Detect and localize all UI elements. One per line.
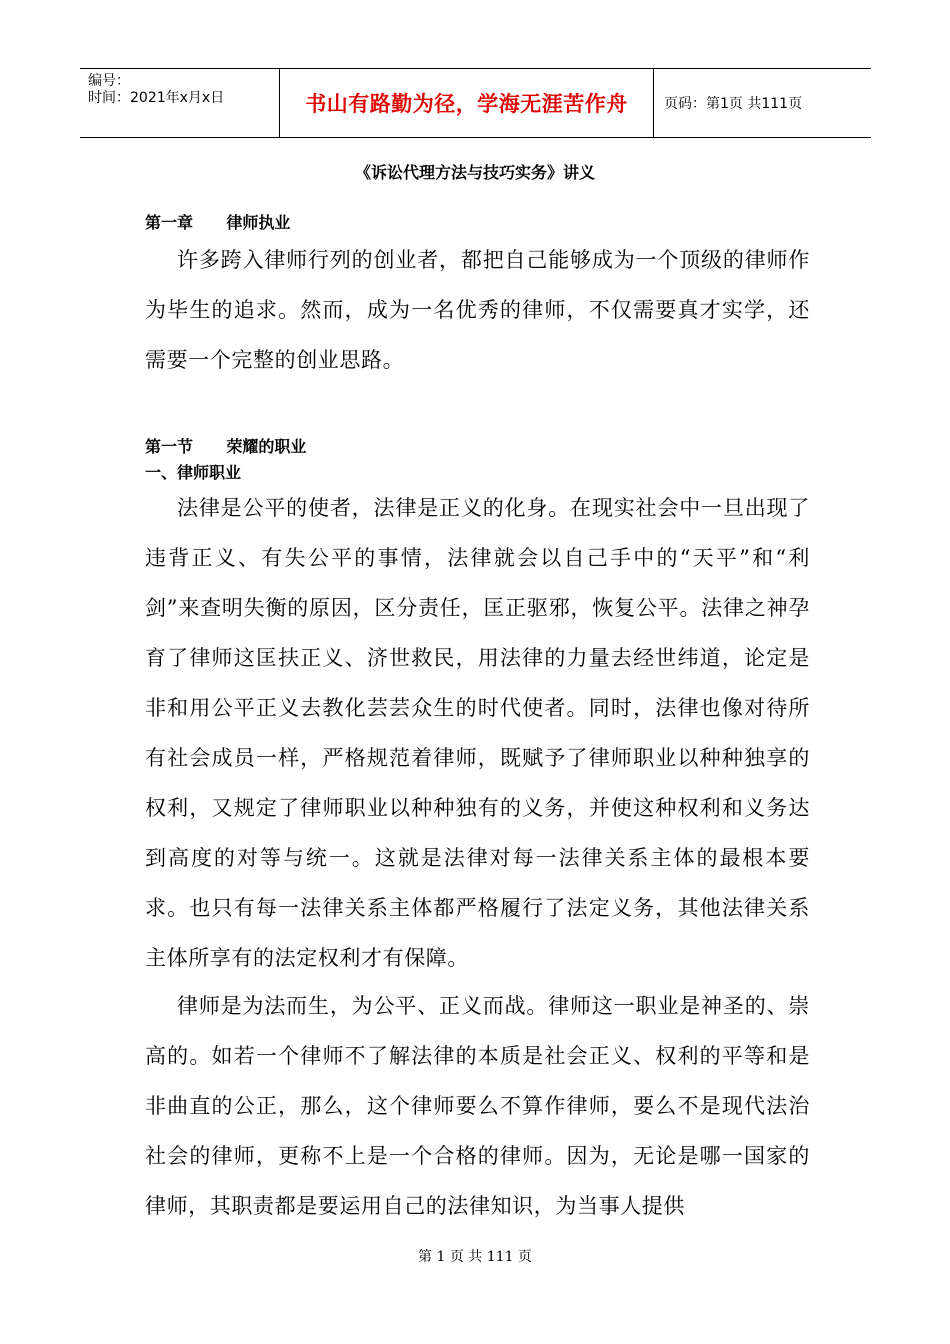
intro-paragraph: 许多跨入律师行列的创业者，都把自己能够成为一个顶级的律师作为毕生的追求。然而，成为一名优秀的律师，不仅需要真才实学，还需要一个完整的创业思路。	[145, 248, 810, 372]
chapter-heading: 第一章 律师执业	[145, 213, 291, 232]
header-page-cell	[654, 69, 871, 137]
number-label: 编号：	[88, 73, 130, 89]
section-heading: 第一节 荣耀的职业	[145, 437, 307, 456]
subsection-heading: 一、律师职业	[145, 463, 242, 482]
body-paragraph-2: 律师是为法而生，为公平、正义而战。律师这一职业是神圣的、崇高的。如若一个律师不了解法律的本质是社会正义、权利的平等和是非曲直的公正，那么，这个律师要么不算作律师，要么不是现代法治社会的律师，更称不上是一个合格的律师。因为，无论是哪一国家的律师，其职责都是要运用自己的法律知识，为当事人提供	[145, 994, 810, 1218]
document-header	[80, 68, 871, 138]
body-paragraph-1: 法律是公平的使者，法律是正义的化身。在现实社会中一旦出现了违背正义、有失公平的事情，法律就会以自己手中的“天平”和“利剑”来查明失衡的原因，区分责任，匡正驱邪，恢复公平。法律之神孕育了律师这匡扶正义、济世救民，用法律的力量去经世纬道，论定是非和用公平正义去教化芸芸众生的时代使者。同时，法律也像对待所有社会成员一样，严格规范着律师，既赋予了律师职业以种种独享的权利，又规定了律师职业以种种独有的义务，并使这种权利和义务达到高度的对等与统一。这就是法律对每一法律关系主体的最根本要求。也只有每一法律关系主体都严格履行了法定义务，其他法律关系主体所享有的法定权利才有保障。	[145, 496, 810, 970]
page-footer: 第 1 页 共 111 页	[418, 1249, 532, 1265]
document-title: 《诉讼代理方法与技巧实务》讲义	[354, 163, 595, 182]
header-motto-cell	[280, 69, 654, 137]
page-info: 页码：第1页 共111页	[664, 96, 803, 112]
time-label: 时间：2021年x月x日	[88, 90, 225, 106]
header-meta-cell	[80, 69, 280, 137]
motto-text: 书山有路勤为径，学海无涯苦作舟	[305, 92, 628, 116]
